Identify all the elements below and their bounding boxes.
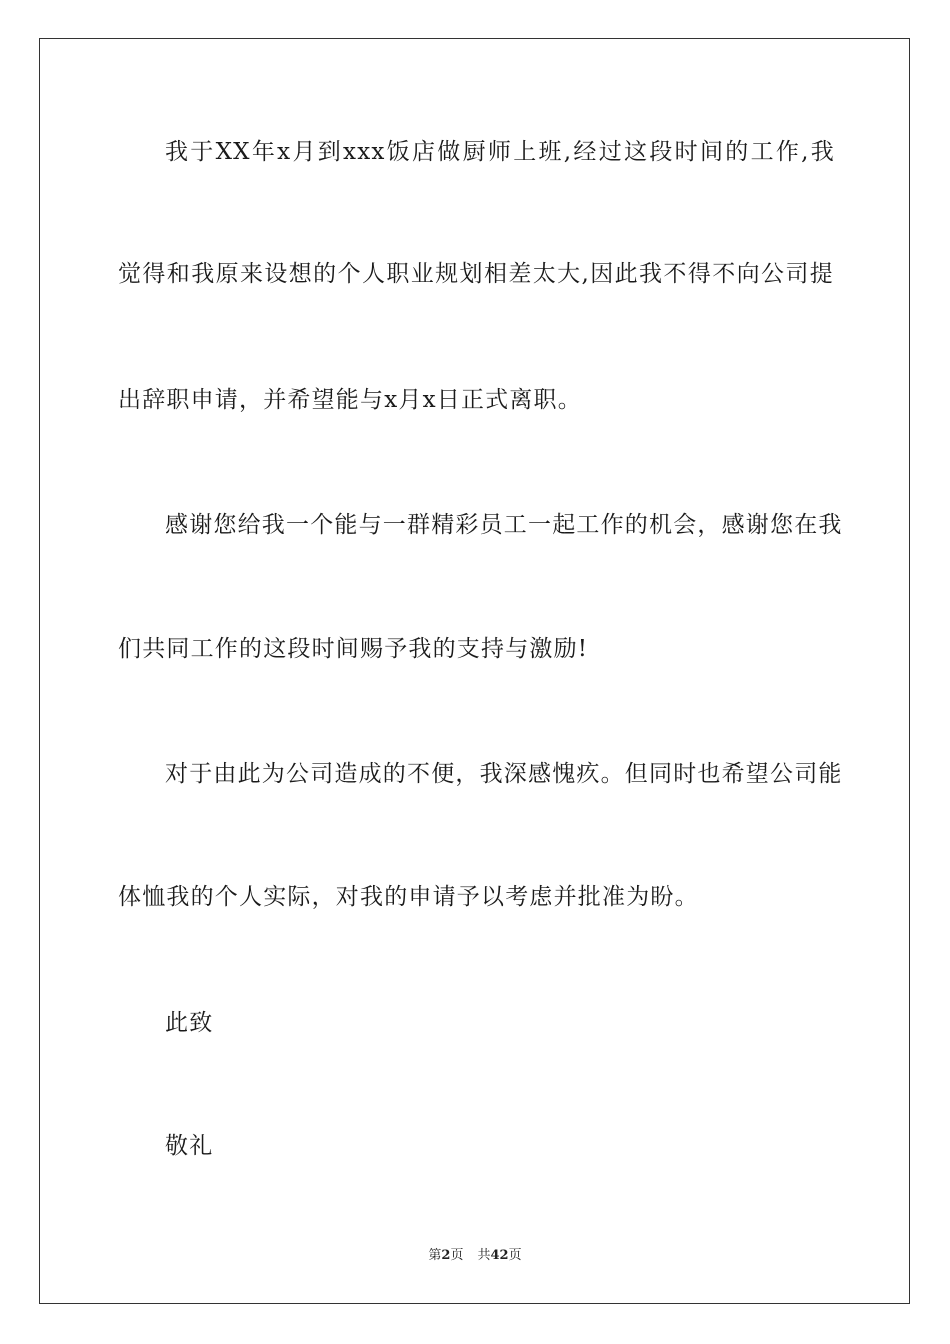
paragraph-2-line-1: 感谢您给我一个能与一群精彩员工一起工作的机会，感谢您在我 <box>165 512 843 538</box>
footer-total-pages: 42 <box>490 1248 509 1263</box>
footer-page-suffix: 页 <box>450 1248 464 1263</box>
paragraph-3-line-1: 对于由此为公司造成的不便，我深感愧疚。但同时也希望公司能 <box>165 761 843 787</box>
footer-total-suffix: 页 <box>508 1248 522 1263</box>
paragraph-3-line-2: 体恤我的个人实际，对我的申请予以考虑并批准为盼。 <box>118 884 699 910</box>
paragraph-1-line-3: 出辞职申请，并希望能与x月x日正式离职。 <box>118 387 582 413</box>
closing-regards: 敬礼 <box>165 1133 214 1159</box>
footer-page-number: 2 <box>441 1248 451 1263</box>
closing-salutation: 此致 <box>165 1010 214 1036</box>
footer-total-prefix: 共 <box>477 1248 491 1263</box>
paragraph-1-line-1: 我于XX年x月到xxx饭店做厨师上班,经过这段时间的工作,我 <box>165 139 835 165</box>
paragraph-2-line-2: 们共同工作的这段时间赐予我的支持与激励! <box>118 636 589 662</box>
page-border <box>39 38 910 1304</box>
page-footer <box>0 1247 950 1265</box>
footer-page-prefix: 第 <box>428 1248 442 1263</box>
paragraph-1-line-2: 觉得和我原来设想的个人职业规划相差太大,因此我不得不向公司提 <box>118 261 834 287</box>
